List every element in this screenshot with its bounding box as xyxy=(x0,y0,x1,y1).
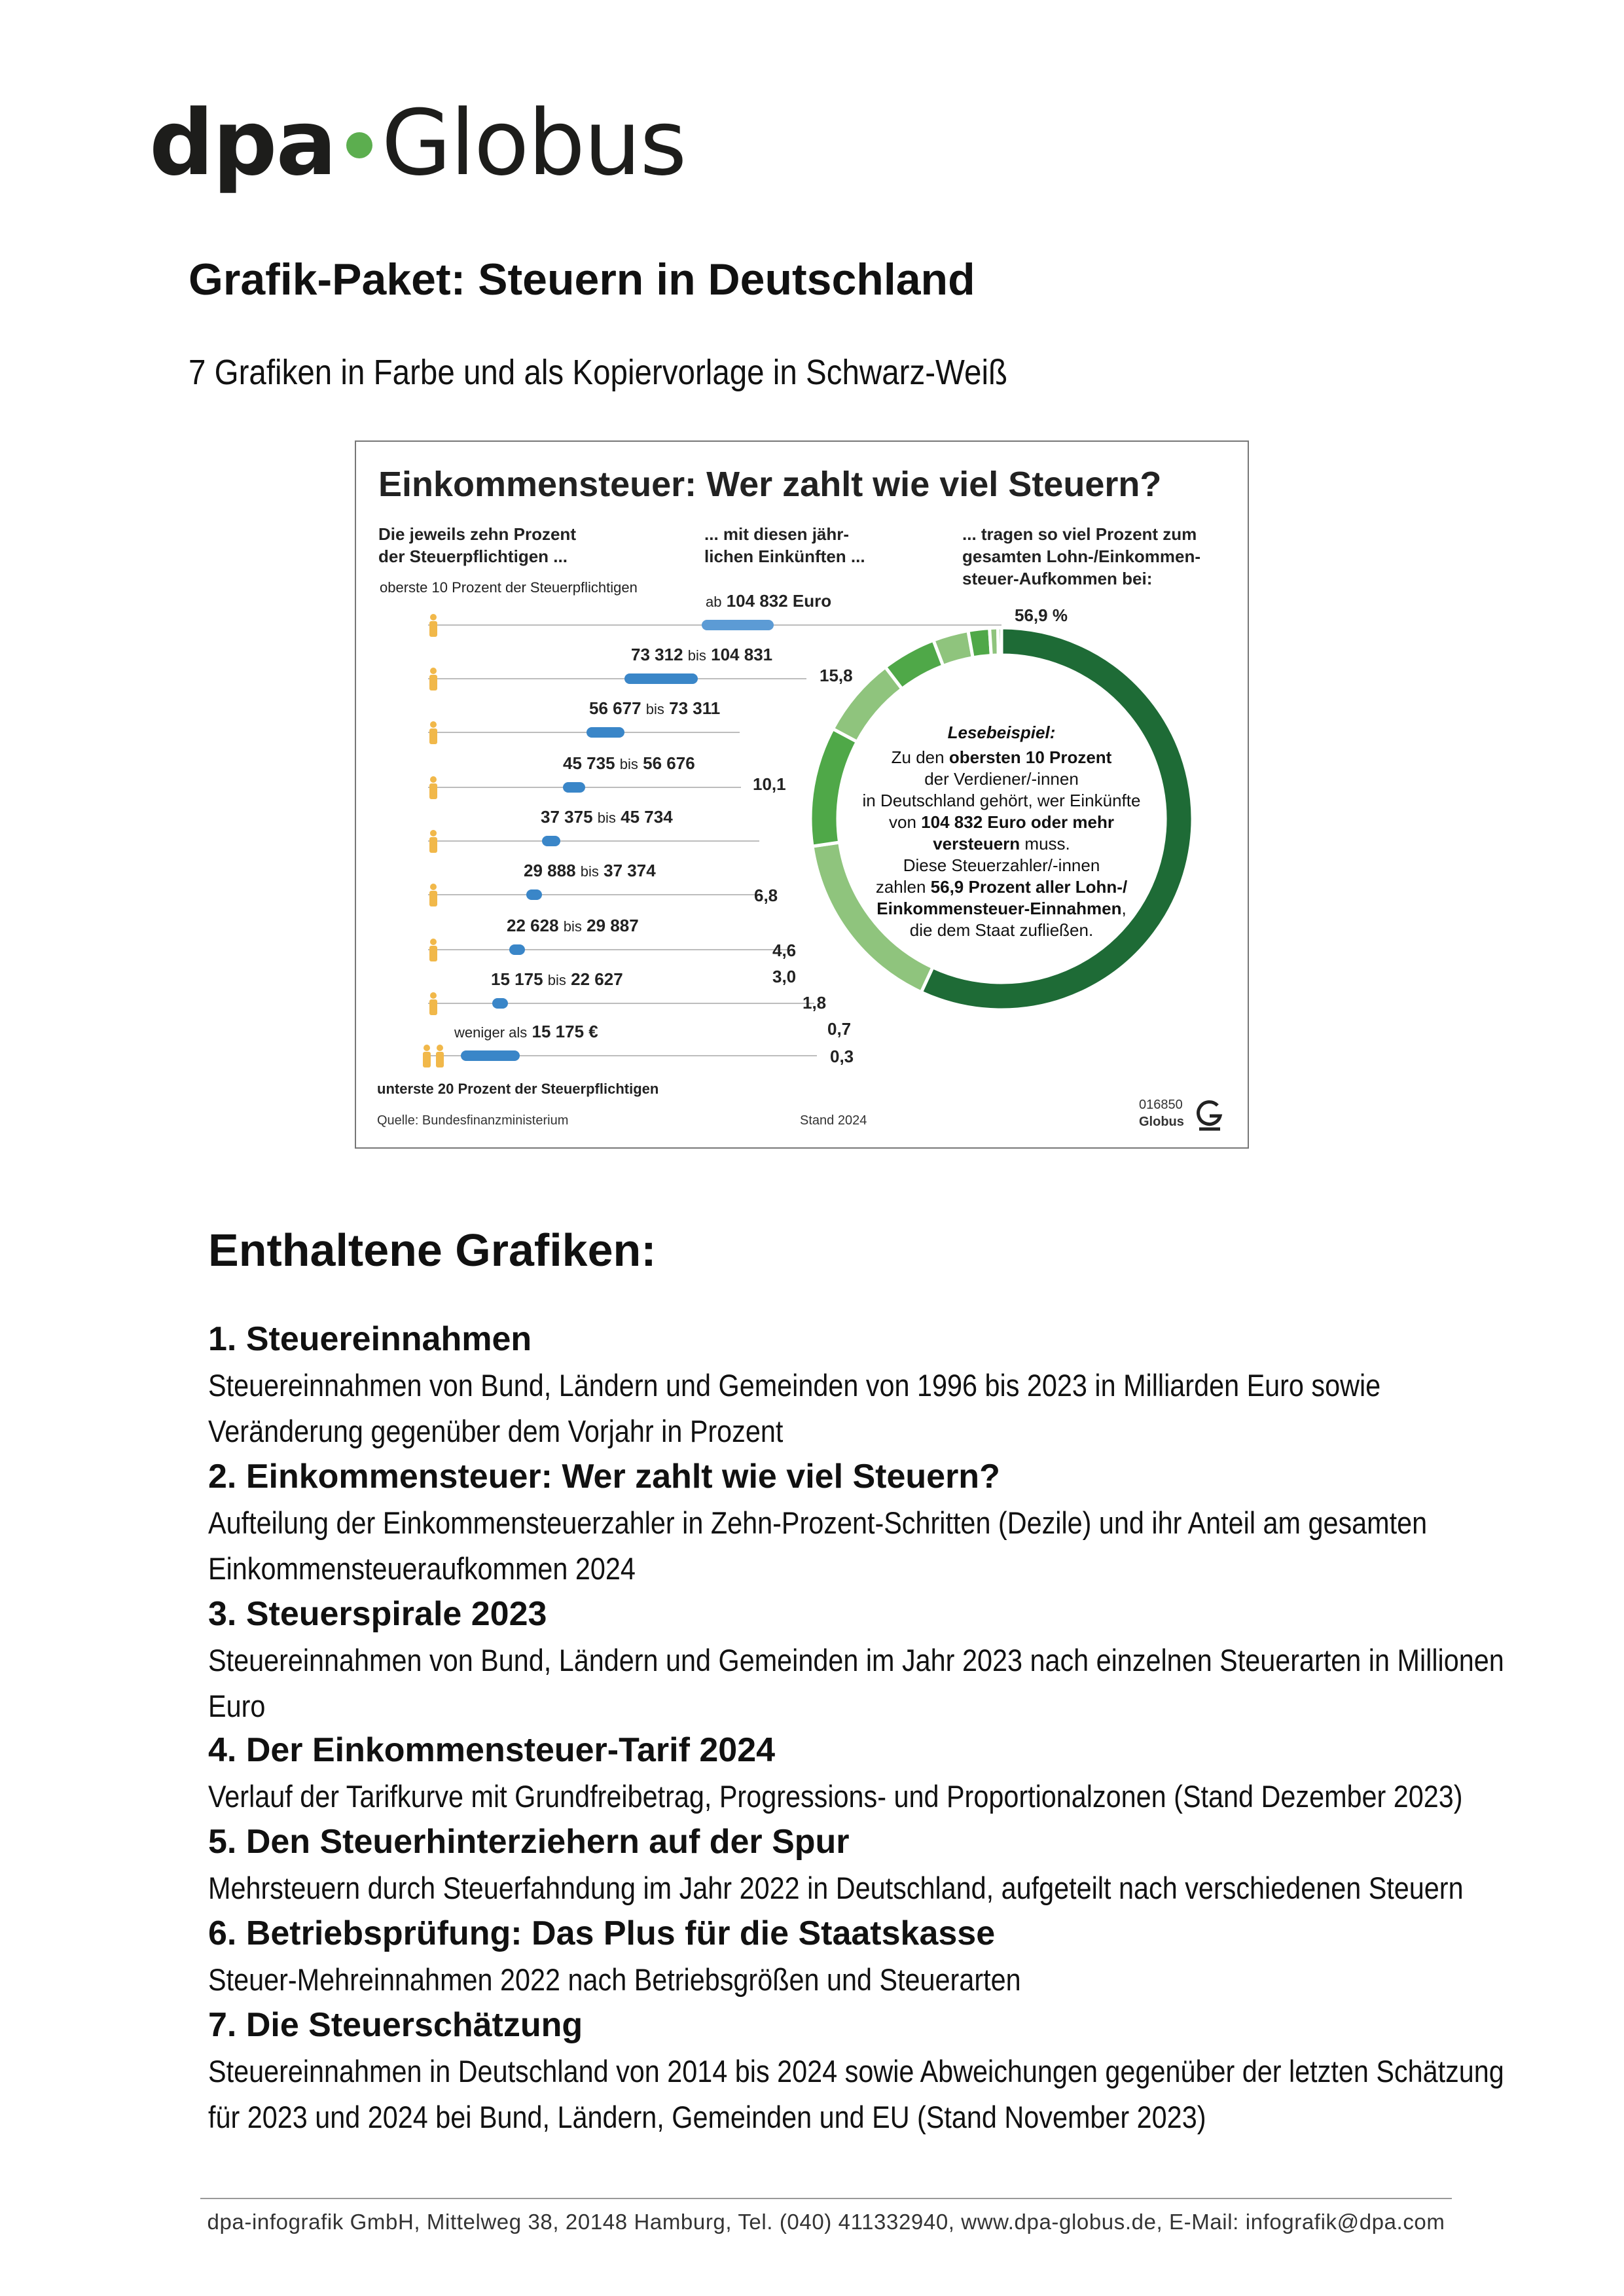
income-bracket-bis: bis xyxy=(597,810,616,826)
reading-example-line xyxy=(831,876,1172,898)
reading-example-line xyxy=(831,790,1172,812)
income-bracket-bis: bis xyxy=(547,972,566,988)
income-bar xyxy=(526,889,542,900)
logo-dpa: dpa xyxy=(149,90,336,196)
contents-item-title: 6. Betriebsprüfung: Das Plus für die Staatskasse xyxy=(208,1914,996,1952)
column-header-1-line: Die jeweils zehn Prozent xyxy=(378,524,576,544)
contents-item-title: 2. Einkommensteuer: Wer zahlt wie viel Steuern? xyxy=(208,1458,1000,1496)
person-icon xyxy=(429,668,437,691)
reading-example-fragment: die dem Staat zufließen. xyxy=(909,920,1094,940)
contents-item-description-line: Steuereinnahmen von Bund, Ländern und Gemeinden im Jahr 2023 nach einzelnen Steuerarten in Millionen xyxy=(208,1643,1504,1677)
reading-example-fragment: Zu den xyxy=(891,747,949,767)
person-icon xyxy=(429,939,437,961)
income-bracket-label xyxy=(706,591,831,611)
infographic-title: Einkommensteuer: Wer zahlt wie viel Steuern? xyxy=(378,465,1162,504)
donut-segment xyxy=(968,628,991,658)
person-icon xyxy=(429,884,437,906)
income-bracket-to: 29 887 xyxy=(586,916,639,935)
page-subtitle: 7 Grafiken in Farbe und als Kopiervorlage in Schwarz-Weiß xyxy=(189,353,1008,392)
income-bracket-to: 104 831 xyxy=(711,645,773,664)
income-bracket-to: 56 676 xyxy=(643,753,695,773)
income-bracket-label xyxy=(631,645,772,665)
reading-example-fragment: der Verdiener/-innen xyxy=(924,769,1079,789)
reading-example-line xyxy=(831,812,1172,833)
reading-example-fragment: in Deutschland gehört, wer Einkünfte xyxy=(862,791,1141,810)
tax-share-label: 4,6 xyxy=(772,941,797,960)
contents-item-description-line: für 2023 und 2024 bei Bund, Ländern, Gemeinden und EU (Stand November 2023) xyxy=(208,2100,1206,2134)
reading-example-line xyxy=(831,747,1172,768)
contents-item-title: 4. Der Einkommensteuer-Tarif 2024 xyxy=(208,1731,776,1769)
income-bracket-to: 22 627 xyxy=(571,969,623,989)
income-bracket-from: 22 628 xyxy=(507,916,559,935)
contents-item-description-line: Mehrsteuern durch Steuerfahndung im Jahr 2022 in Deutschland, aufgeteilt nach verschiedenen Steuern xyxy=(208,1871,1464,1905)
income-bracket-bis: bis xyxy=(580,863,599,880)
income-bar xyxy=(624,673,698,684)
contents-item-description-line: Veränderung gegenüber dem Vorjahr in Prozent xyxy=(208,1414,784,1448)
infographic-stand: Stand 2024 xyxy=(800,1113,867,1128)
income-bracket-label xyxy=(589,698,720,719)
reading-example-fragment: muss. xyxy=(1020,834,1070,853)
infographic-source: Quelle: Bundesfinanzministerium xyxy=(377,1113,569,1128)
income-bracket-pre: ab xyxy=(706,594,722,610)
income-bracket-from: 56 677 xyxy=(589,698,641,718)
income-bracket-from: 15 175 xyxy=(491,969,543,989)
reading-example-fragment: 56,9 Prozent aller Lohn-/ xyxy=(930,877,1128,897)
column-header-3-line: ... tragen so viel Prozent zum xyxy=(962,524,1197,544)
reading-example-fragment: 104 832 Euro oder mehr xyxy=(921,812,1114,832)
donut-segment xyxy=(998,628,1001,655)
column-header-2-line: ... mit diesen jähr- xyxy=(704,524,850,544)
contents-item-title: 5. Den Steuerhinterziehern auf der Spur xyxy=(208,1823,850,1861)
tax-share-label: 10,1 xyxy=(753,774,786,794)
infographic-brand-text: Globus xyxy=(1139,1115,1184,1129)
contents-item-description-line: Euro xyxy=(208,1689,266,1723)
contents-item-description xyxy=(208,1363,1563,1454)
tax-share-label: 56,9 % xyxy=(1015,605,1068,625)
income-bracket-bis: bis xyxy=(645,701,664,717)
income-bracket-label xyxy=(563,753,695,774)
logo-globus: Globus xyxy=(381,90,686,196)
column-header-2-line: lichen Einkünften ... xyxy=(704,547,865,566)
reading-example-heading: Lesebeispiel: xyxy=(947,723,1056,742)
income-bracket-pre: weniger als xyxy=(454,1024,528,1041)
contents-item-description-line: Steuereinnahmen von Bund, Ländern und Gemeinden von 1996 bis 2023 in Milliarden Euro sowie xyxy=(208,1368,1381,1403)
income-bracket-label xyxy=(524,861,656,881)
income-bar xyxy=(563,782,585,793)
income-bracket-bis: bis xyxy=(563,918,582,935)
income-bracket-label xyxy=(454,1022,598,1042)
reading-example-fragment: obersten 10 Prozent xyxy=(948,747,1112,767)
income-bracket-label xyxy=(491,969,623,990)
contents-item-title: 7. Die Steuerschätzung xyxy=(208,2006,583,2044)
contents-item-description xyxy=(208,1865,1563,1911)
contents-item-description xyxy=(208,1500,1563,1592)
globus-g-icon xyxy=(1195,1099,1224,1132)
column-header-3-line: gesamten Lohn-/Einkommen- xyxy=(962,547,1201,566)
tax-share-label: 6,8 xyxy=(754,886,778,905)
income-bracket-label xyxy=(541,807,673,827)
reading-example-line xyxy=(831,898,1172,920)
contents-item-description xyxy=(208,2049,1563,2140)
income-bracket-from: 15 175 € xyxy=(532,1022,598,1041)
contents-item-description-line: Aufteilung der Einkommensteuerzahler in Zehn-Prozent-Schritten (Dezile) und ihr Anteil am gesamten xyxy=(208,1505,1428,1540)
page-title: Grafik-Paket: Steuern in Deutschland xyxy=(189,255,975,304)
infographic-brand xyxy=(1139,1113,1184,1130)
top-decile-label: oberste 10 Prozent der Steuerpflichtigen xyxy=(380,579,638,596)
income-bracket-to: 45 734 xyxy=(621,807,673,827)
contents-item-description-line: Steuer-Mehreinnahmen 2022 nach Betriebsgrößen und Steuerarten xyxy=(208,1962,1021,1997)
tax-share-label: 15,8 xyxy=(820,666,853,685)
person-icon xyxy=(429,721,437,744)
infographic-preview xyxy=(355,440,1249,1149)
infographic-code xyxy=(1139,1096,1184,1130)
income-bracket-to: 37 374 xyxy=(604,861,656,880)
income-bar xyxy=(586,727,624,738)
footer-divider xyxy=(200,2198,1452,2199)
contents-item-description xyxy=(208,1957,1563,2003)
income-bar xyxy=(542,836,560,846)
reading-example-line xyxy=(831,768,1172,790)
income-bracket-from: 37 375 xyxy=(541,807,593,827)
income-bracket-from: 29 888 xyxy=(524,861,576,880)
person-icon xyxy=(429,614,437,637)
reading-example-fragment: Einkommensteuer-Einnahmen xyxy=(876,899,1122,918)
infographic-code-number: 016850 xyxy=(1139,1098,1183,1112)
reading-example-fragment: zahlen xyxy=(875,877,931,897)
income-bracket-to: 73 311 xyxy=(669,698,721,718)
income-bracket-from: 45 735 xyxy=(563,753,615,773)
income-bracket-from: 104 832 Euro xyxy=(726,591,832,611)
contents-item-description xyxy=(208,1774,1563,1820)
contents-item-description-line: Einkommensteueraufkommen 2024 xyxy=(208,1551,636,1586)
footer-contact: dpa-infografik GmbH, Mittelweg 38, 20148 Hamburg, Tel. (040) 411332940, www.dpa-globus.de, E-Mail: infografik@dpa.com xyxy=(207,2210,1445,2234)
person-icon xyxy=(429,776,437,799)
tax-share-label: 0,3 xyxy=(830,1047,854,1066)
contents-item-description xyxy=(208,1638,1563,1729)
reading-example-fragment: , xyxy=(1121,899,1127,918)
contents-item-title: 3. Steuerspirale 2023 xyxy=(208,1595,547,1633)
income-bracket-bis: bis xyxy=(687,647,706,664)
contents-heading: Enthaltene Grafiken: xyxy=(208,1225,657,1276)
reading-example-fragment: Diese Steuerzahler/-innen xyxy=(903,855,1100,875)
tax-share-label: 0,7 xyxy=(827,1019,852,1039)
reading-example-fragment: versteuern xyxy=(933,834,1020,853)
income-bracket-from: 73 312 xyxy=(631,645,683,664)
reading-example-line xyxy=(831,855,1172,876)
income-bar xyxy=(461,1050,520,1061)
person-icon xyxy=(429,830,437,853)
dpa-globus-logo xyxy=(149,90,686,196)
contents-item-title: 1. Steuereinnahmen xyxy=(208,1320,532,1358)
contents-item-description-line: Verlauf der Tarifkurve mit Grundfreibetrag, Progressions- und Proportionalzonen (Stand Dezember 2023) xyxy=(208,1779,1463,1814)
tax-share-label: 3,0 xyxy=(772,967,797,986)
income-bar xyxy=(492,998,508,1009)
tax-share-label: 1,8 xyxy=(803,993,827,1013)
income-bar xyxy=(702,620,774,630)
income-bracket-label xyxy=(507,916,639,936)
contents-item-description-line: Steuereinnahmen in Deutschland von 2014 bis 2024 sowie Abweichungen gegenüber der letzten Schätzung xyxy=(208,2054,1504,2089)
column-header-1-line: der Steuerpflichtigen ... xyxy=(378,547,568,566)
reading-example-line xyxy=(831,833,1172,855)
bottom-quintile-label: unterste 20 Prozent der Steuerpflichtigen xyxy=(377,1081,659,1097)
income-bar xyxy=(509,944,525,955)
logo-dot xyxy=(346,132,372,158)
income-bracket-bis: bis xyxy=(619,756,638,772)
column-header-3-line: steuer-Aufkommen bei: xyxy=(962,569,1153,588)
reading-example-fragment: von xyxy=(889,812,922,832)
person-icon xyxy=(429,992,437,1015)
reading-example-line xyxy=(831,920,1172,941)
